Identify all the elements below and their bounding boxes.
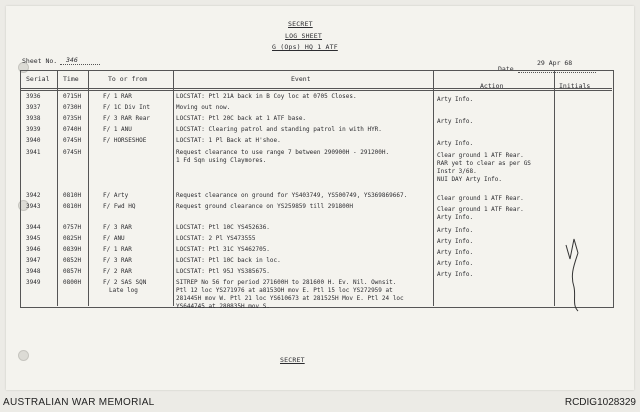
row-action-line: RAR yet to clear as per GS — [437, 160, 531, 167]
row-action-line: Arty Info. — [437, 214, 474, 221]
row-event-line: LOCSTAT: Ptl 10C back in loc. — [176, 257, 281, 264]
row-event-line: LOCSTAT: 1 Pl Back at H'shoe. — [176, 137, 281, 144]
row-action-line: NUI DAY Arty Info. — [437, 176, 503, 183]
row-serial: 3946 — [26, 246, 41, 253]
row-action-line: Arty Info. — [437, 249, 474, 256]
archive-footer — [0, 394, 640, 412]
row-time: 0715H — [63, 93, 82, 100]
row-serial: 3942 — [26, 192, 41, 199]
sheet-underline — [60, 64, 100, 65]
punch-hole — [18, 350, 29, 361]
row-to-from: F/ 1C Div Int — [103, 104, 150, 111]
row-serial: 3949 — [26, 279, 41, 286]
row-to-from: F/ 2 RAR — [103, 268, 132, 275]
initials-signature — [560, 235, 600, 315]
row-time: 0852H — [63, 257, 82, 264]
row-time: 0730H — [63, 104, 82, 111]
row-action-line: Clear ground 1 ATF Rear. — [437, 206, 524, 213]
row-action-line: Arty Info. — [437, 140, 474, 147]
row-time: 0757H — [63, 224, 82, 231]
row-to-from: F/ ANU — [103, 235, 125, 242]
col-divider — [173, 70, 174, 306]
row-serial: 3945 — [26, 235, 41, 242]
row-time: 0745H — [63, 149, 82, 156]
row-event-line: LOCSTAT: Ptl 10C YS452636. — [176, 224, 270, 231]
row-event-line: LOCSTAT: Ptl 31C YS462705. — [176, 246, 270, 253]
row-event-line: LOCSTAT: Ptl 95J YS385675. — [176, 268, 270, 275]
row-to-from: F/ 3 RAR — [103, 224, 132, 231]
date-label: Date — [498, 65, 514, 73]
col-header-event: Event — [291, 75, 311, 83]
row-serial: 3944 — [26, 224, 41, 231]
col-divider — [433, 70, 434, 306]
row-serial: 3943 — [26, 203, 41, 210]
row-to-from: F/ 1 RAR — [103, 93, 132, 100]
archive-reference: RCDIG1028329 — [564, 397, 636, 408]
row-serial: 3938 — [26, 115, 41, 122]
sheet-label: Sheet No. — [22, 57, 58, 65]
row-event-line: Ptl 12 loc YS271976 at a8153OH mov E. Ptl 15 loc YS272959 at — [176, 287, 393, 294]
row-action-line: Instr 3/68. — [437, 168, 477, 175]
row-time: 0857H — [63, 268, 82, 275]
col-divider — [88, 70, 89, 306]
row-event-line: YS644745 at 280835H mov S. — [176, 303, 270, 310]
archive-name: AUSTRALIAN WAR MEMORIAL — [3, 397, 155, 408]
row-action-line: Arty Info. — [437, 260, 474, 267]
col-header-to-from: To or from — [108, 75, 148, 83]
row-serial: 3947 — [26, 257, 41, 264]
row-time: 0735H — [63, 115, 82, 122]
row-action-line: Arty Info. — [437, 271, 474, 278]
row-action-line: Arty Info. — [437, 118, 474, 125]
row-event-line: LOCSTAT: Ptl 21A back in B Coy loc at 0705 Closes. — [176, 93, 357, 100]
row-to-from: F/ 1 ANU — [103, 126, 132, 133]
row-serial: 3939 — [26, 126, 41, 133]
row-serial: 3937 — [26, 104, 41, 111]
row-event-line: 281445H mov W. Ptl 21 loc YS610673 at 281525H Mov E. Ptl 24 loc — [176, 295, 404, 302]
row-serial: 3941 — [26, 149, 41, 156]
col-divider — [554, 70, 555, 306]
row-action-line: Arty Info. — [437, 238, 474, 245]
row-action-line: Clear ground 1 ATF Rear. — [437, 152, 524, 159]
classification-bottom: SECRET — [280, 356, 305, 364]
classification-top: SECRET — [288, 20, 313, 28]
header-row-divider — [20, 88, 612, 89]
col-header-action: Action — [480, 82, 504, 90]
row-action-line: Arty Info. — [437, 227, 474, 234]
row-event-line: Request ground clearance on YS259859 till 291800H — [176, 203, 354, 210]
row-to-from: F/ 3 RAR — [103, 257, 132, 264]
row-action-line: Clear ground 1 ATF Rear. — [437, 195, 524, 202]
row-serial: 3940 — [26, 137, 41, 144]
row-time: 0825H — [63, 235, 82, 242]
row-to-from: F/ Fwd HQ — [103, 203, 136, 210]
sheet-number: 346 — [66, 56, 78, 64]
col-header-time: Time — [63, 75, 79, 83]
col-divider — [57, 70, 58, 306]
row-to-from-extra: Late log — [109, 287, 138, 294]
row-event-line: LOCSTAT: Ptl 20C back at 1 ATF base. — [176, 115, 307, 122]
row-to-from: F/ HORSESHOE — [103, 137, 147, 144]
log-title: LOG SHEET — [285, 32, 323, 40]
row-event-line: 1 Fd Sqn using Claymores. — [176, 157, 267, 164]
row-time: 0839H — [63, 246, 82, 253]
row-to-from: F/ 1 RAR — [103, 246, 132, 253]
row-serial: 3948 — [26, 268, 41, 275]
row-event-line: SITREP No 56 for period 271600H to 281600 H. Ev. Nil. Ownsit. — [176, 279, 397, 286]
row-time: 0800H — [63, 279, 82, 286]
row-event-line: Request clearance on ground for YS403749, YS500749, YS369869667. — [176, 192, 408, 199]
row-event-line: Request clearance to use range 7 between 290900H - 291200H. — [176, 149, 390, 156]
row-event-line: LOCSTAT: Clearing patrol and standing patrol in with HYR. — [176, 126, 382, 133]
date-value: 29 Apr 68 — [537, 59, 573, 67]
row-time: 0810H — [63, 203, 82, 210]
row-to-from: F/ 2 SAS SQN — [103, 279, 147, 286]
row-time: 0740H — [63, 126, 82, 133]
unit-heading: G (Ops) HQ 1 ATF — [272, 43, 338, 51]
row-event-line: LOCSTAT: 2 Pl YS473555 — [176, 235, 256, 242]
header-row-divider-2 — [20, 90, 612, 91]
col-header-serial: Serial — [26, 75, 50, 83]
row-serial: 3936 — [26, 93, 41, 100]
col-header-initials: Initials — [559, 82, 591, 90]
row-to-from: F/ Arty — [103, 192, 129, 199]
row-event-line: Moving out now. — [176, 104, 231, 111]
row-time: 0745H — [63, 137, 82, 144]
row-to-from: F/ 3 RAR Rear — [103, 115, 150, 122]
row-time: 0810H — [63, 192, 82, 199]
row-action-line: Arty Info. — [437, 96, 474, 103]
